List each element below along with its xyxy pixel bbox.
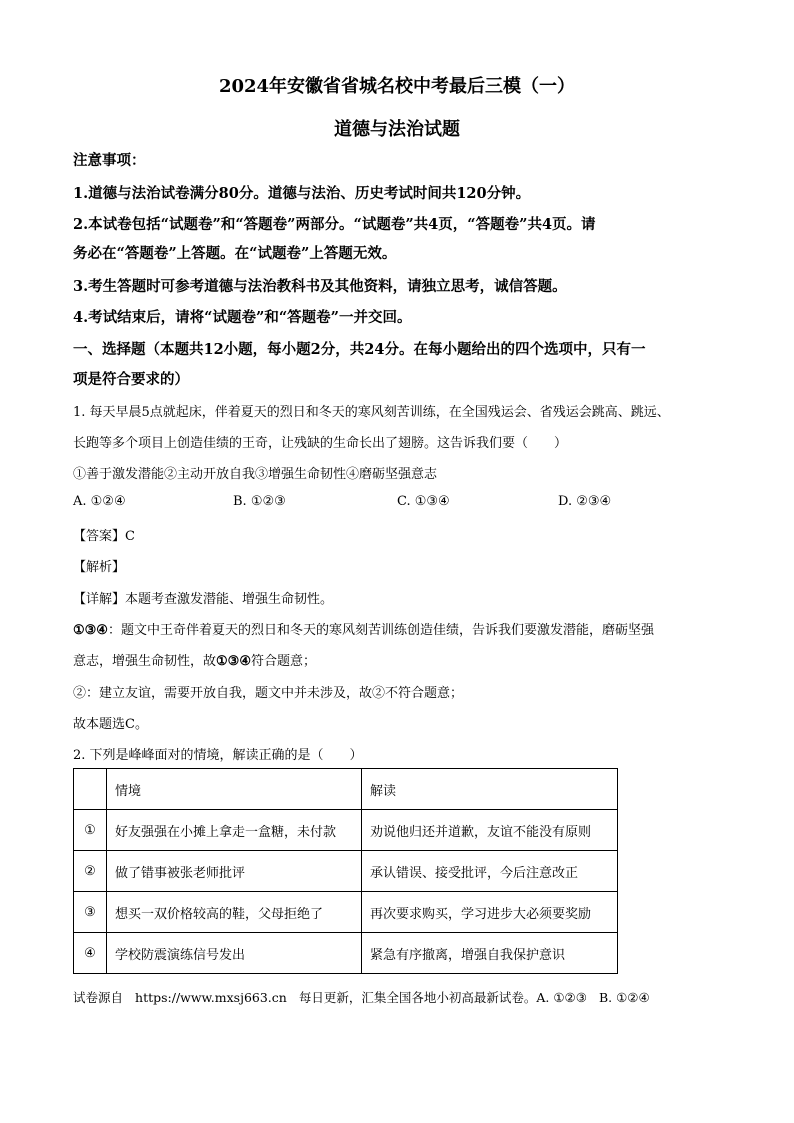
table-cell: 好友强强在小摊上拿走一盒糖，未付款 (107, 810, 362, 851)
question-1-statements: ①善于激发潜能②主动开放自我③增强生命韧性④磨砺坚强意志 (73, 467, 438, 482)
q1-explanation-text: ：题文中王奇伴着夏天的烈日和冬天的寒风刻苦训练创造佳绩，告诉我们要激发潜能，磨砺坚强 (107, 623, 654, 638)
table-cell: 劝说他归还并道歉，友谊不能没有原则 (362, 810, 618, 851)
table-cell: ① (74, 810, 107, 851)
notice-item: 4.考试结束后，请将“试题卷”和“答题卷”一并交回。 (73, 309, 412, 326)
table-header-row (74, 769, 618, 810)
notice-item: 2.本试卷包括“试题卷”和“答题卷”两部分。“试题卷”共4页，“答题卷”共4页。请 (73, 216, 596, 233)
q1-explanation-marker: ①③④ (216, 654, 251, 669)
q1-option-b: B. ①②③ (233, 494, 286, 509)
footer-description: 每日更新，汇集全国各地小初高最新试卷。A. ①②③ (298, 990, 587, 1005)
table-row (74, 851, 618, 892)
q1-explanation-2: ②：建立友谊，需要开放自我，题文中并未涉及，故②不符合题意； (73, 686, 464, 701)
footer-source (73, 988, 662, 1006)
table-cell: 学校防震演练信号发出 (107, 933, 362, 974)
q1-explanation-1-cont (73, 650, 316, 669)
question-1-stem: 1. 每天早晨5点就起床，伴着夏天的烈日和冬天的寒风刻苦训练，在全国残运会、省残运会跳高、跳远、 (73, 405, 670, 420)
q1-option-c: C. ①③④ (397, 494, 450, 509)
notice-item: 1.道德与法治试卷满分80分。道德与法治、历史考试时间共120分钟。 (73, 185, 531, 202)
table-cell: 做了错事被张老师批评 (107, 851, 362, 892)
table-header-cell: 解读 (362, 769, 618, 810)
footer-source-label: 试卷源自 (73, 990, 124, 1005)
question-1-stem-cont: 长跑等多个项目上创造佳绩的王奇，让残缺的生命长出了翅膀。这告诉我们要（ ） (73, 436, 568, 451)
notice-heading: 注意事项： (73, 152, 146, 169)
table-cell: 想买一双价格较高的鞋，父母拒绝了 (107, 892, 362, 933)
table-cell: 紧急有序撤离，增强自我保护意识 (362, 933, 618, 974)
table-row (74, 933, 618, 974)
q1-detail: 【详解】本题考查激发潜能、增强生命韧性。 (73, 592, 334, 607)
table-row (74, 810, 618, 851)
table-cell: 再次要求购买，学习进步大必须要奖励 (362, 892, 618, 933)
footer-option-b: B. ①②④ (598, 990, 650, 1005)
page-title: 2024年安徽省省城名校中考最后三模（一） (218, 76, 576, 97)
q1-option-d: D. ②③④ (558, 494, 612, 509)
table-cell: ② (74, 851, 107, 892)
q1-explanation-1 (73, 619, 654, 638)
table-cell: ④ (74, 933, 107, 974)
table-header-cell: 情境 (107, 769, 362, 810)
section-heading-cont: 项是符合要求的） (73, 371, 189, 388)
table-row (74, 892, 618, 933)
notice-item: 务必在“答题卷”上答题。在“试题卷”上答题无效。 (73, 245, 397, 262)
section-heading: 一、选择题（本题共12小题，每小题2分，共24分。在每小题给出的四个选项中，只有一 (73, 341, 646, 358)
question-2-stem: 2. 下列是峰峰面对的情境，解读正确的是（ ） (73, 748, 363, 763)
footer-url-link[interactable]: https://www.mxsj663.cn (135, 990, 287, 1005)
notice-item: 3.考生答题时可参考道德与法治教科书及其他资料，请独立思考，诚信答题。 (73, 278, 567, 295)
question-2-table (73, 768, 618, 974)
table-cell: 承认错误、接受批评，今后注意改正 (362, 851, 618, 892)
q1-conclusion: 故本题选C。 (73, 717, 148, 732)
q1-analysis-label: 【解析】 (73, 560, 126, 575)
q1-explanation-text: 符合题意； (250, 654, 316, 669)
table-cell: ③ (74, 892, 107, 933)
page-subtitle: 道德与法治试题 (334, 119, 460, 140)
q1-explanation-text: 意志，增强生命韧性，故 (73, 654, 217, 669)
q1-answer: 【答案】C (73, 529, 135, 544)
q1-explanation-marker: ①③④ (73, 623, 108, 638)
table-header-cell (74, 769, 107, 810)
q1-option-a: A. ①②④ (73, 494, 126, 509)
